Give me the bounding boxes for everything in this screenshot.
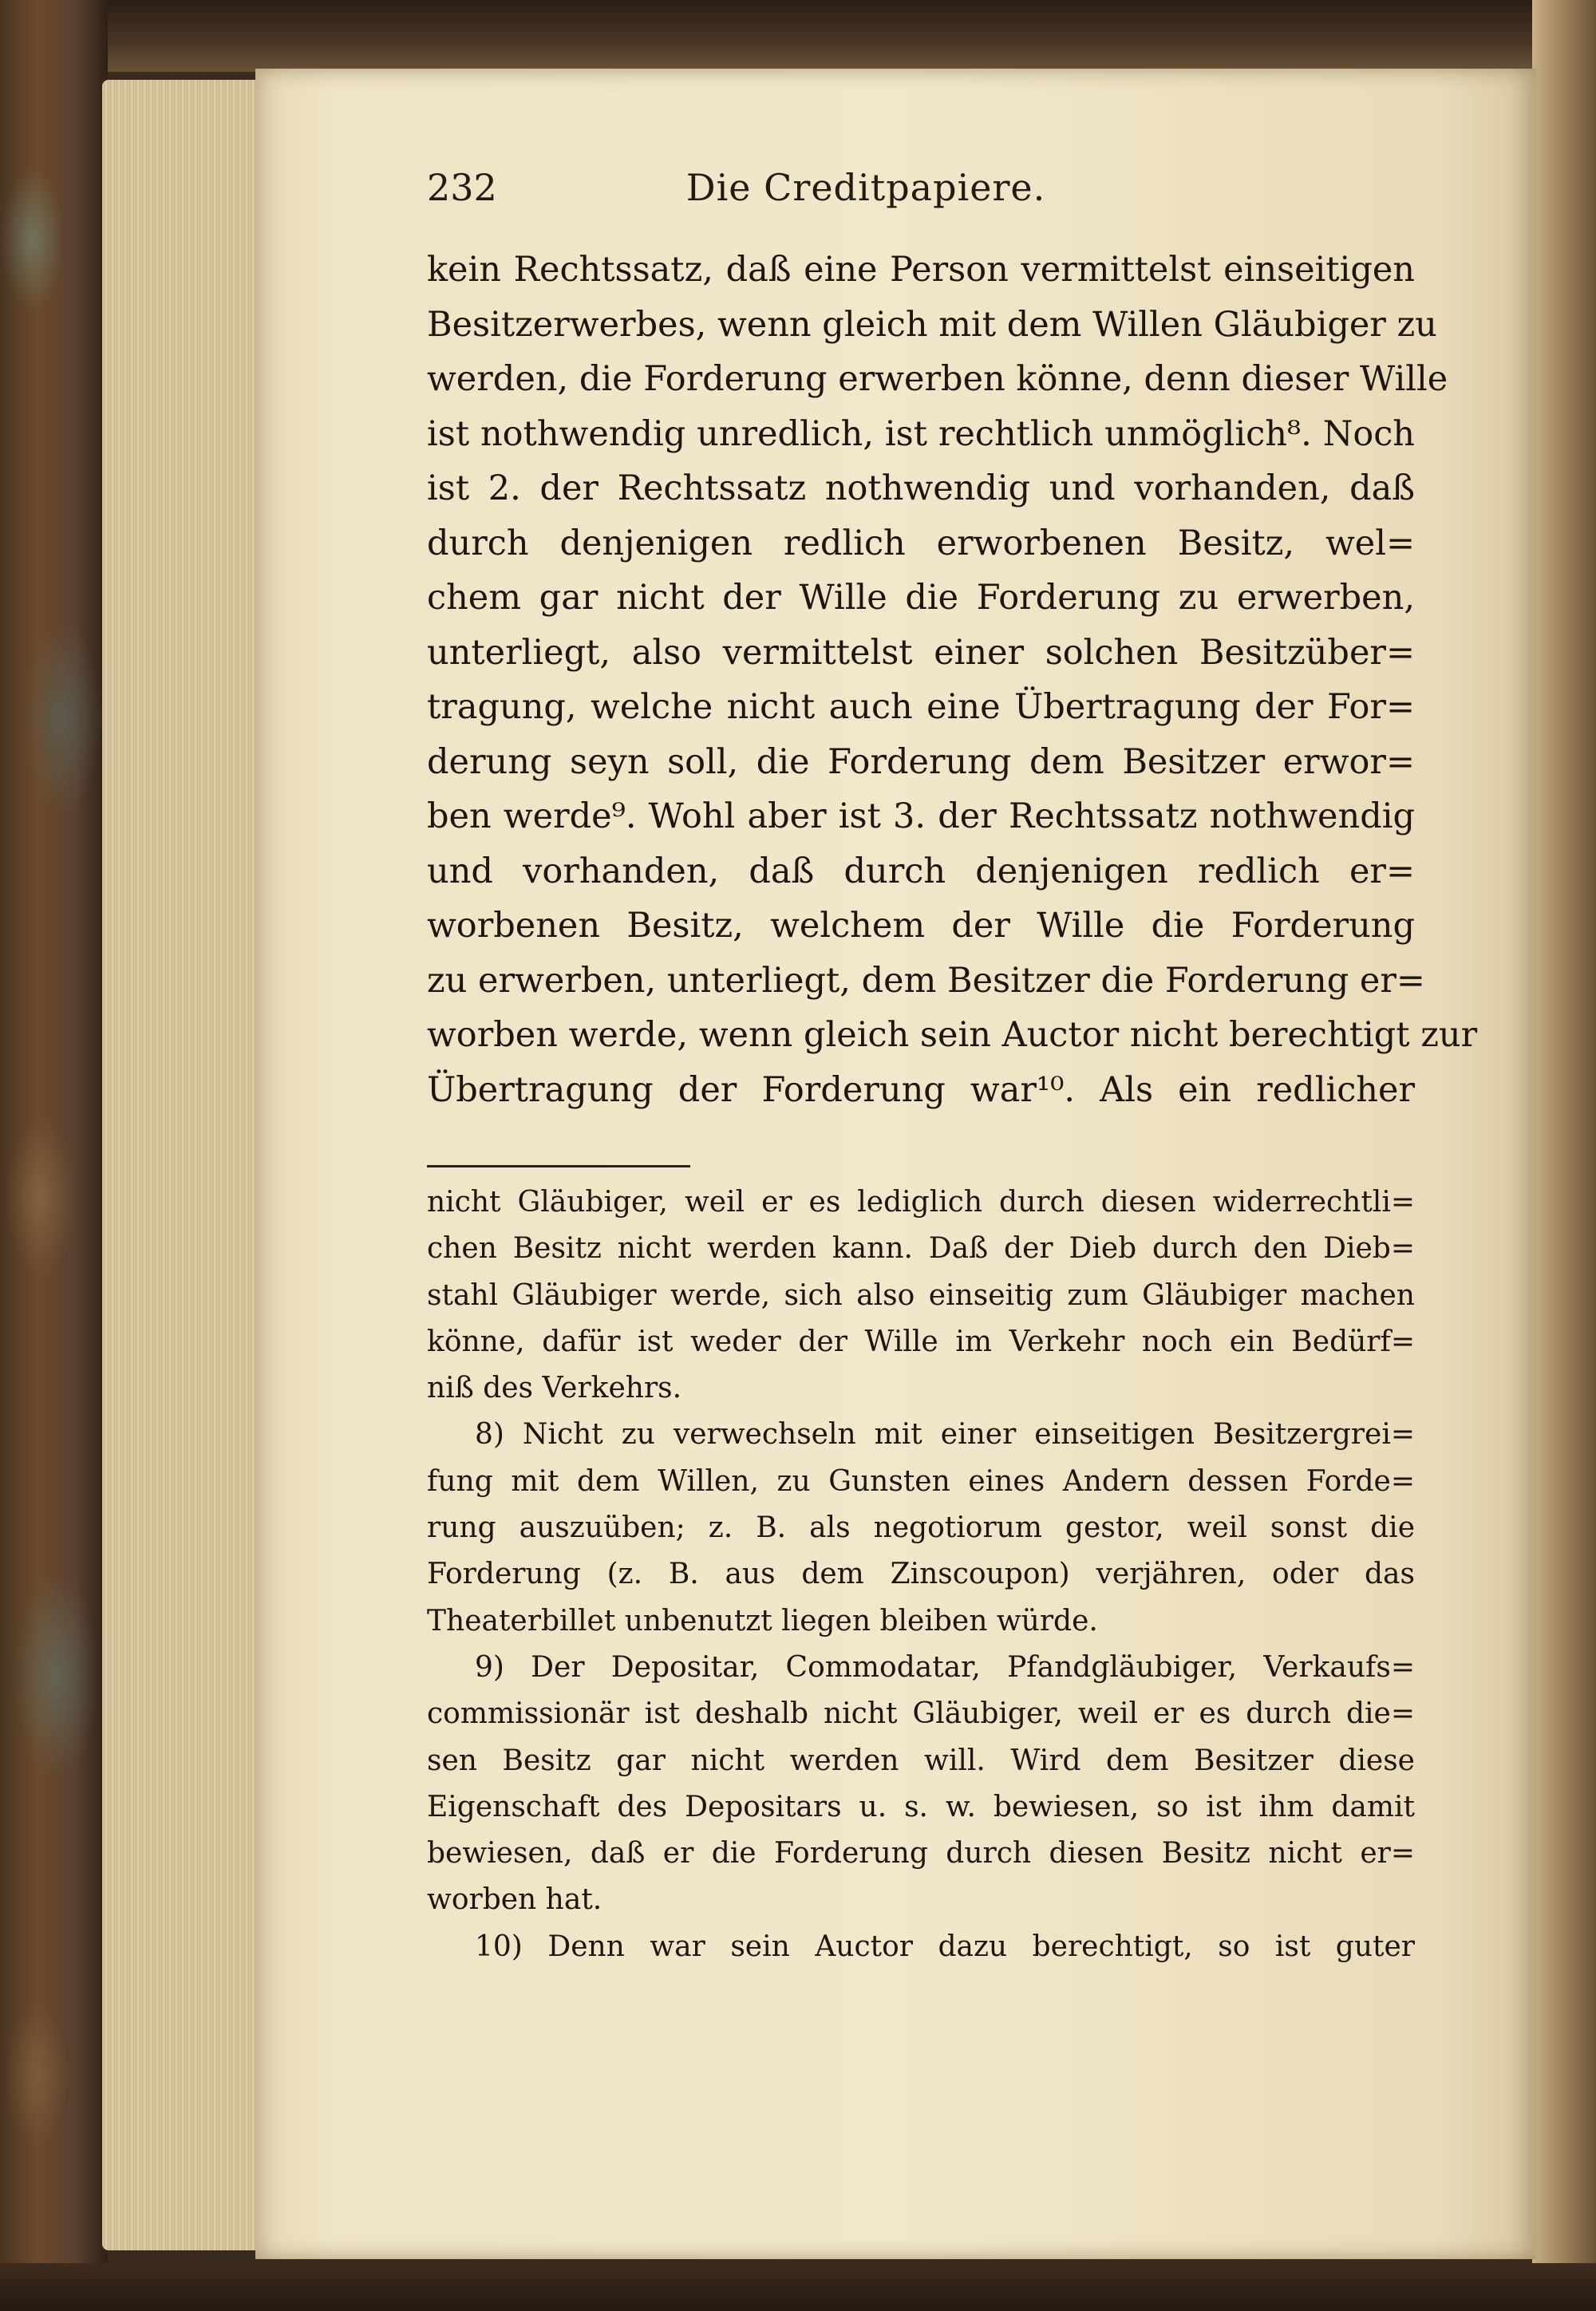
text-line: tragung, welche nicht auch eine Übertragung der For= (427, 687, 1415, 727)
footnote-line: Forderung (z. B. aus dem Zinscoupon) verjähren, oder das (427, 1558, 1415, 1591)
text-line: ist 2. der Rechtssatz nothwendig und vorhanden, daß (427, 468, 1415, 508)
footnote-line: niß des Verkehrs. (427, 1372, 682, 1405)
footnote-line: bewiesen, daß er die Forderung durch diesen Besitz nicht er= (427, 1837, 1415, 1871)
book-cover-top (0, 0, 1596, 72)
footnote-8: 8) Nicht zu verwechseln mit einer einseitigen Besitzergrei= (475, 1418, 1415, 1452)
text-line: Übertragung der Forderung war¹⁰. Als ein redlicher (427, 1069, 1415, 1110)
footnote-line: commissionär ist deshalb nicht Gläubiger, weil er es durch die= (427, 1697, 1415, 1731)
footnote-line: fung mit dem Willen, zu Gunsten eines Andern dessen Forde= (427, 1464, 1415, 1498)
footnote-line: rung auszuüben; z. B. als negotiorum gestor, weil sonst die (427, 1511, 1415, 1545)
text-line: derung seyn soll, die Forderung dem Besitzer erwor= (427, 741, 1415, 782)
text-line: unterliegt, also vermittelst einer solchen Besitzüber= (427, 632, 1415, 673)
footnote-line: Eigenschaft des Depositars u. s. w. bewiesen, so ist ihm damit (427, 1790, 1415, 1823)
main-text (427, 243, 1478, 1117)
text-line: chem gar nicht der Wille die Forderung zu erwerben, (427, 578, 1415, 618)
footnote-line: nicht Gläubiger, weil er es lediglich durch diesen widerrechtli= (427, 1186, 1415, 1219)
footnotes (427, 1179, 1415, 1970)
footnote-divider (427, 1165, 690, 1167)
footnote-line: stahl Gläubiger werde, sich also einseitig zum Gläubiger machen (427, 1278, 1415, 1312)
facing-page-edge (1532, 0, 1596, 2311)
text-line: kein Rechtssatz, daß eine Person vermittelst einseitigen (427, 250, 1415, 290)
text-line: ben werde⁹. Wohl aber ist 3. der Rechtssatz nothwendig (427, 796, 1415, 836)
running-title: Die Creditpapiere. (685, 166, 1046, 209)
marbled-cover (0, 0, 108, 2311)
text-line: Besitzerwerbes, wenn gleich mit dem Willen Gläubiger zu (427, 304, 1437, 345)
text-line: zu erwerben, unterliegt, dem Besitzer die Forderung er= (427, 960, 1425, 1001)
text-line: werden, die Forderung erwerben könne, denn dieser Wille (427, 359, 1448, 399)
text-line: und vorhanden, daß durch denjenigen redlich er= (427, 851, 1415, 891)
footnote-line: worben hat. (427, 1883, 602, 1917)
footnote-9: 9) Der Depositar, Commodatar, Pfandgläubiger, Verkaufs= (475, 1650, 1415, 1684)
page-number: 232 (427, 166, 497, 209)
footnote-line: Theaterbillet unbenutzt liegen bleiben würde. (427, 1604, 1098, 1637)
book-page (255, 69, 1536, 2259)
footnote-10: 10) Denn war sein Auctor dazu berechtigt, so ist guter (475, 1930, 1415, 1963)
book-cover-bottom (0, 2263, 1596, 2311)
page-header (427, 166, 1428, 222)
footnote-line: sen Besitz gar nicht werden will. Wird dem Besitzer diese (427, 1744, 1415, 1777)
text-line: worben werde, wenn gleich sein Auctor nicht berechtigt zur (427, 1015, 1478, 1055)
page-edges (102, 80, 262, 2250)
footnote-line: könne, dafür ist weder der Wille im Verkehr noch ein Bedürf= (427, 1325, 1415, 1358)
text-line: worbenen Besitz, welchem der Wille die Forderung (427, 906, 1415, 946)
text-line: durch denjenigen redlich erworbenen Besitz, wel= (427, 523, 1415, 563)
footnote-line: chen Besitz nicht werden kann. Daß der Dieb durch den Dieb= (427, 1232, 1415, 1266)
text-line: ist nothwendig unredlich, ist rechtlich unmöglich⁸. Noch (427, 413, 1415, 454)
